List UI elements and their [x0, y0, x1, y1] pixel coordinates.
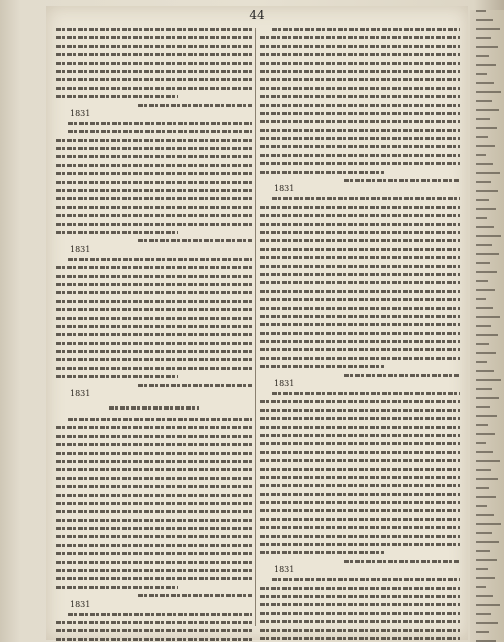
- adjacent-page-text-line: [476, 487, 489, 489]
- text-line: [56, 164, 252, 167]
- text-line: [260, 348, 460, 351]
- text-line: [56, 283, 252, 286]
- adjacent-page-text-line: [476, 460, 500, 462]
- adjacent-page-text-line: [476, 586, 486, 588]
- adjacent-page-text-line: [476, 451, 493, 453]
- adjacent-page-text-line: [476, 127, 497, 129]
- text-line: [260, 501, 460, 504]
- text-line: [260, 551, 384, 554]
- text-line: [260, 629, 460, 632]
- text-line: [56, 333, 252, 336]
- adjacent-page-text-line: [476, 172, 500, 174]
- adjacent-page-text-line: [476, 469, 491, 471]
- text-line: [260, 129, 460, 132]
- signature-line: [138, 384, 252, 387]
- adjacent-page-edge-right: [470, 10, 504, 642]
- dateline: 1831: [70, 599, 91, 609]
- text-line: [56, 552, 252, 555]
- text-line: [260, 476, 460, 479]
- text-line: [260, 87, 460, 90]
- text-line: [260, 535, 460, 538]
- text-line: [260, 612, 460, 615]
- text-line: [68, 122, 252, 125]
- adjacent-page-text-line: [476, 199, 489, 201]
- text-line: [56, 510, 252, 513]
- adjacent-page-text-line: [476, 64, 496, 66]
- text-line: [56, 375, 178, 378]
- dateline: 1831: [274, 565, 295, 575]
- text-line: [56, 189, 252, 192]
- text-line: [260, 426, 460, 429]
- adjacent-page-text-line: [476, 568, 488, 570]
- adjacent-page-text-line: [476, 352, 496, 354]
- adjacent-page-text-line: [476, 595, 493, 597]
- text-line: [260, 206, 460, 209]
- text-line: [260, 70, 460, 73]
- adjacent-page-text-line: [476, 424, 488, 426]
- text-line: [56, 586, 178, 589]
- text-line: [56, 485, 252, 488]
- text-line: [56, 206, 252, 209]
- text-line: [260, 323, 460, 326]
- text-line: [56, 460, 252, 463]
- text-line: [56, 629, 252, 632]
- text-line: [260, 332, 460, 335]
- text-line: [56, 325, 252, 328]
- column-divider: [255, 28, 256, 626]
- text-line: [56, 223, 252, 226]
- text-line: [260, 112, 460, 115]
- dateline: 1831: [274, 379, 295, 389]
- adjacent-page-text-line: [476, 145, 495, 147]
- text-line: [260, 53, 460, 56]
- text-line: [260, 273, 460, 276]
- text-line: [56, 45, 252, 48]
- adjacent-page-text-line: [476, 181, 491, 183]
- text-line: [260, 290, 460, 293]
- text-line: [260, 223, 460, 226]
- text-line: [260, 637, 460, 640]
- text-line: [56, 214, 252, 217]
- text-line: [260, 357, 460, 360]
- text-line: [260, 248, 460, 251]
- adjacent-page-text-line: [476, 622, 498, 624]
- adjacent-page-edge-left: [0, 30, 40, 630]
- adjacent-page-text-line: [476, 307, 493, 309]
- adjacent-page-text-line: [476, 496, 496, 498]
- text-line: [56, 561, 252, 564]
- text-line: [56, 519, 252, 522]
- text-line: [260, 171, 384, 174]
- text-line: [56, 155, 252, 158]
- text-line: [260, 78, 460, 81]
- text-line: [56, 502, 252, 505]
- text-line: [56, 95, 178, 98]
- adjacent-page-text-line: [476, 397, 499, 399]
- text-line: [56, 181, 252, 184]
- adjacent-page-text-line: [476, 298, 486, 300]
- adjacent-page-text-line: [476, 406, 490, 408]
- text-line: [56, 62, 252, 65]
- adjacent-page-text-line: [476, 28, 500, 30]
- adjacent-page-text-line: [476, 190, 498, 192]
- newspaper-page: [46, 6, 468, 640]
- text-line: [272, 578, 460, 581]
- text-line: [56, 53, 252, 56]
- text-line: [260, 281, 460, 284]
- text-line: [260, 231, 460, 234]
- text-line: [56, 494, 252, 497]
- text-line: [260, 315, 460, 318]
- signature-line: [138, 104, 252, 107]
- adjacent-page-text-line: [476, 415, 497, 417]
- text-line: [56, 28, 252, 31]
- adjacent-page-text-line: [476, 82, 494, 84]
- text-line: [260, 162, 460, 165]
- text-line: [272, 28, 460, 31]
- adjacent-page-text-line: [476, 280, 488, 282]
- dateline: 1831: [70, 244, 91, 254]
- text-line: [56, 275, 252, 278]
- dateline: 1831: [274, 184, 295, 194]
- section-heading: [109, 406, 199, 410]
- adjacent-page-text-line: [476, 541, 499, 543]
- text-line: [56, 443, 252, 446]
- text-line: [56, 291, 252, 294]
- adjacent-page-text-line: [476, 505, 487, 507]
- text-line: [272, 197, 460, 200]
- signature-line: [138, 594, 252, 597]
- text-line: [56, 358, 252, 361]
- dateline: 1831: [70, 389, 91, 399]
- adjacent-page-text-line: [476, 334, 498, 336]
- left-column: [56, 28, 252, 626]
- adjacent-page-text-line: [476, 559, 497, 561]
- text-line: [260, 620, 460, 623]
- text-line: [68, 258, 252, 261]
- text-line: [56, 70, 252, 73]
- text-line: [56, 350, 252, 353]
- adjacent-page-text-line: [476, 604, 500, 606]
- adjacent-page-text-line: [476, 19, 493, 21]
- text-line: [260, 468, 460, 471]
- text-line: [260, 307, 460, 310]
- text-line: [56, 367, 252, 370]
- adjacent-page-text-line: [476, 262, 490, 264]
- text-line: [260, 365, 384, 368]
- text-line: [260, 434, 460, 437]
- text-line: [260, 493, 460, 496]
- adjacent-page-text-line: [476, 289, 495, 291]
- text-line: [260, 298, 460, 301]
- adjacent-page-text-line: [476, 532, 492, 534]
- adjacent-page-text-line: [476, 388, 492, 390]
- adjacent-page-text-line: [476, 442, 486, 444]
- text-line: [56, 477, 252, 480]
- text-line: [260, 340, 460, 343]
- text-line: [260, 587, 460, 590]
- text-line: [56, 266, 252, 269]
- adjacent-page-text-line: [476, 226, 494, 228]
- text-line: [56, 308, 252, 311]
- adjacent-page-text-line: [476, 217, 487, 219]
- adjacent-page-text-line: [476, 100, 492, 102]
- adjacent-page-text-line: [476, 136, 488, 138]
- text-line: [56, 468, 252, 471]
- text-line: [56, 300, 252, 303]
- text-line: [260, 265, 460, 268]
- text-line: [56, 36, 252, 39]
- text-line: [56, 527, 252, 530]
- text-line: [56, 544, 252, 547]
- text-line: [260, 36, 460, 39]
- text-line: [260, 442, 460, 445]
- text-line: [56, 621, 252, 624]
- text-line: [260, 62, 460, 65]
- text-line: [56, 317, 252, 320]
- text-line: [260, 137, 460, 140]
- adjacent-page-text-line: [476, 478, 498, 480]
- text-line: [260, 400, 460, 403]
- text-line: [56, 569, 252, 572]
- adjacent-page-text-line: [476, 163, 493, 165]
- signature-line: [344, 374, 460, 377]
- adjacent-page-text-line: [476, 55, 489, 57]
- text-line: [56, 172, 252, 175]
- adjacent-page-text-line: [476, 343, 489, 345]
- adjacent-page-text-line: [476, 514, 494, 516]
- text-line: [56, 147, 252, 150]
- text-line: [260, 509, 460, 512]
- text-line: [260, 451, 460, 454]
- dateline: 1831: [70, 108, 91, 118]
- text-line: [260, 239, 460, 242]
- text-line: [56, 452, 252, 455]
- adjacent-page-text-line: [476, 523, 501, 525]
- text-line: [260, 459, 460, 462]
- text-line: [68, 613, 252, 616]
- text-line: [260, 145, 460, 148]
- page-number: 44: [249, 8, 265, 22]
- text-line: [56, 535, 252, 538]
- text-line: [260, 154, 460, 157]
- adjacent-page-text-line: [476, 73, 487, 75]
- text-line: [260, 120, 460, 123]
- adjacent-page-text-line: [476, 253, 499, 255]
- text-line: [272, 392, 460, 395]
- adjacent-page-text-line: [476, 37, 491, 39]
- adjacent-page-text-line: [476, 154, 486, 156]
- adjacent-page-text-line: [476, 379, 501, 381]
- adjacent-page-text-line: [476, 235, 501, 237]
- adjacent-page-text-line: [476, 118, 490, 120]
- text-line: [56, 342, 252, 345]
- adjacent-page-text-line: [476, 109, 499, 111]
- adjacent-page-text-line: [476, 613, 491, 615]
- adjacent-page-text-line: [476, 577, 495, 579]
- text-line: [56, 435, 252, 438]
- text-line: [56, 577, 252, 580]
- text-line: [260, 484, 460, 487]
- text-line: [260, 417, 460, 420]
- adjacent-page-text-line: [476, 433, 495, 435]
- text-line: [260, 95, 460, 98]
- adjacent-page-text-line: [476, 46, 498, 48]
- text-line: [56, 78, 252, 81]
- text-line: [260, 526, 460, 529]
- text-line: [56, 426, 252, 429]
- adjacent-page-text-line: [476, 316, 500, 318]
- adjacent-page-text-line: [476, 271, 497, 273]
- adjacent-page-text-line: [476, 325, 491, 327]
- adjacent-page-text-line: [476, 631, 489, 633]
- text-line: [56, 197, 252, 200]
- text-line: [68, 418, 252, 421]
- adjacent-page-text-line: [476, 10, 486, 12]
- adjacent-page-text-line: [476, 91, 501, 93]
- text-line: [56, 231, 178, 234]
- text-line: [68, 130, 252, 133]
- signature-line: [138, 239, 252, 242]
- adjacent-page-text-line: [476, 550, 490, 552]
- text-line: [260, 104, 460, 107]
- right-column: [260, 28, 460, 626]
- text-line: [260, 45, 460, 48]
- adjacent-page-text-line: [476, 361, 487, 363]
- text-line: [56, 139, 252, 142]
- text-line: [56, 638, 252, 641]
- text-line: [260, 595, 460, 598]
- adjacent-page-text-line: [476, 244, 492, 246]
- text-line: [260, 214, 460, 217]
- text-line: [260, 409, 460, 412]
- text-line: [260, 256, 460, 259]
- signature-line: [344, 560, 460, 563]
- signature-line: [344, 179, 460, 182]
- text-line: [260, 603, 460, 606]
- adjacent-page-text-line: [476, 208, 496, 210]
- text-line: [260, 543, 460, 546]
- text-line: [260, 518, 460, 521]
- adjacent-page-text-line: [476, 370, 494, 372]
- text-line: [56, 87, 252, 90]
